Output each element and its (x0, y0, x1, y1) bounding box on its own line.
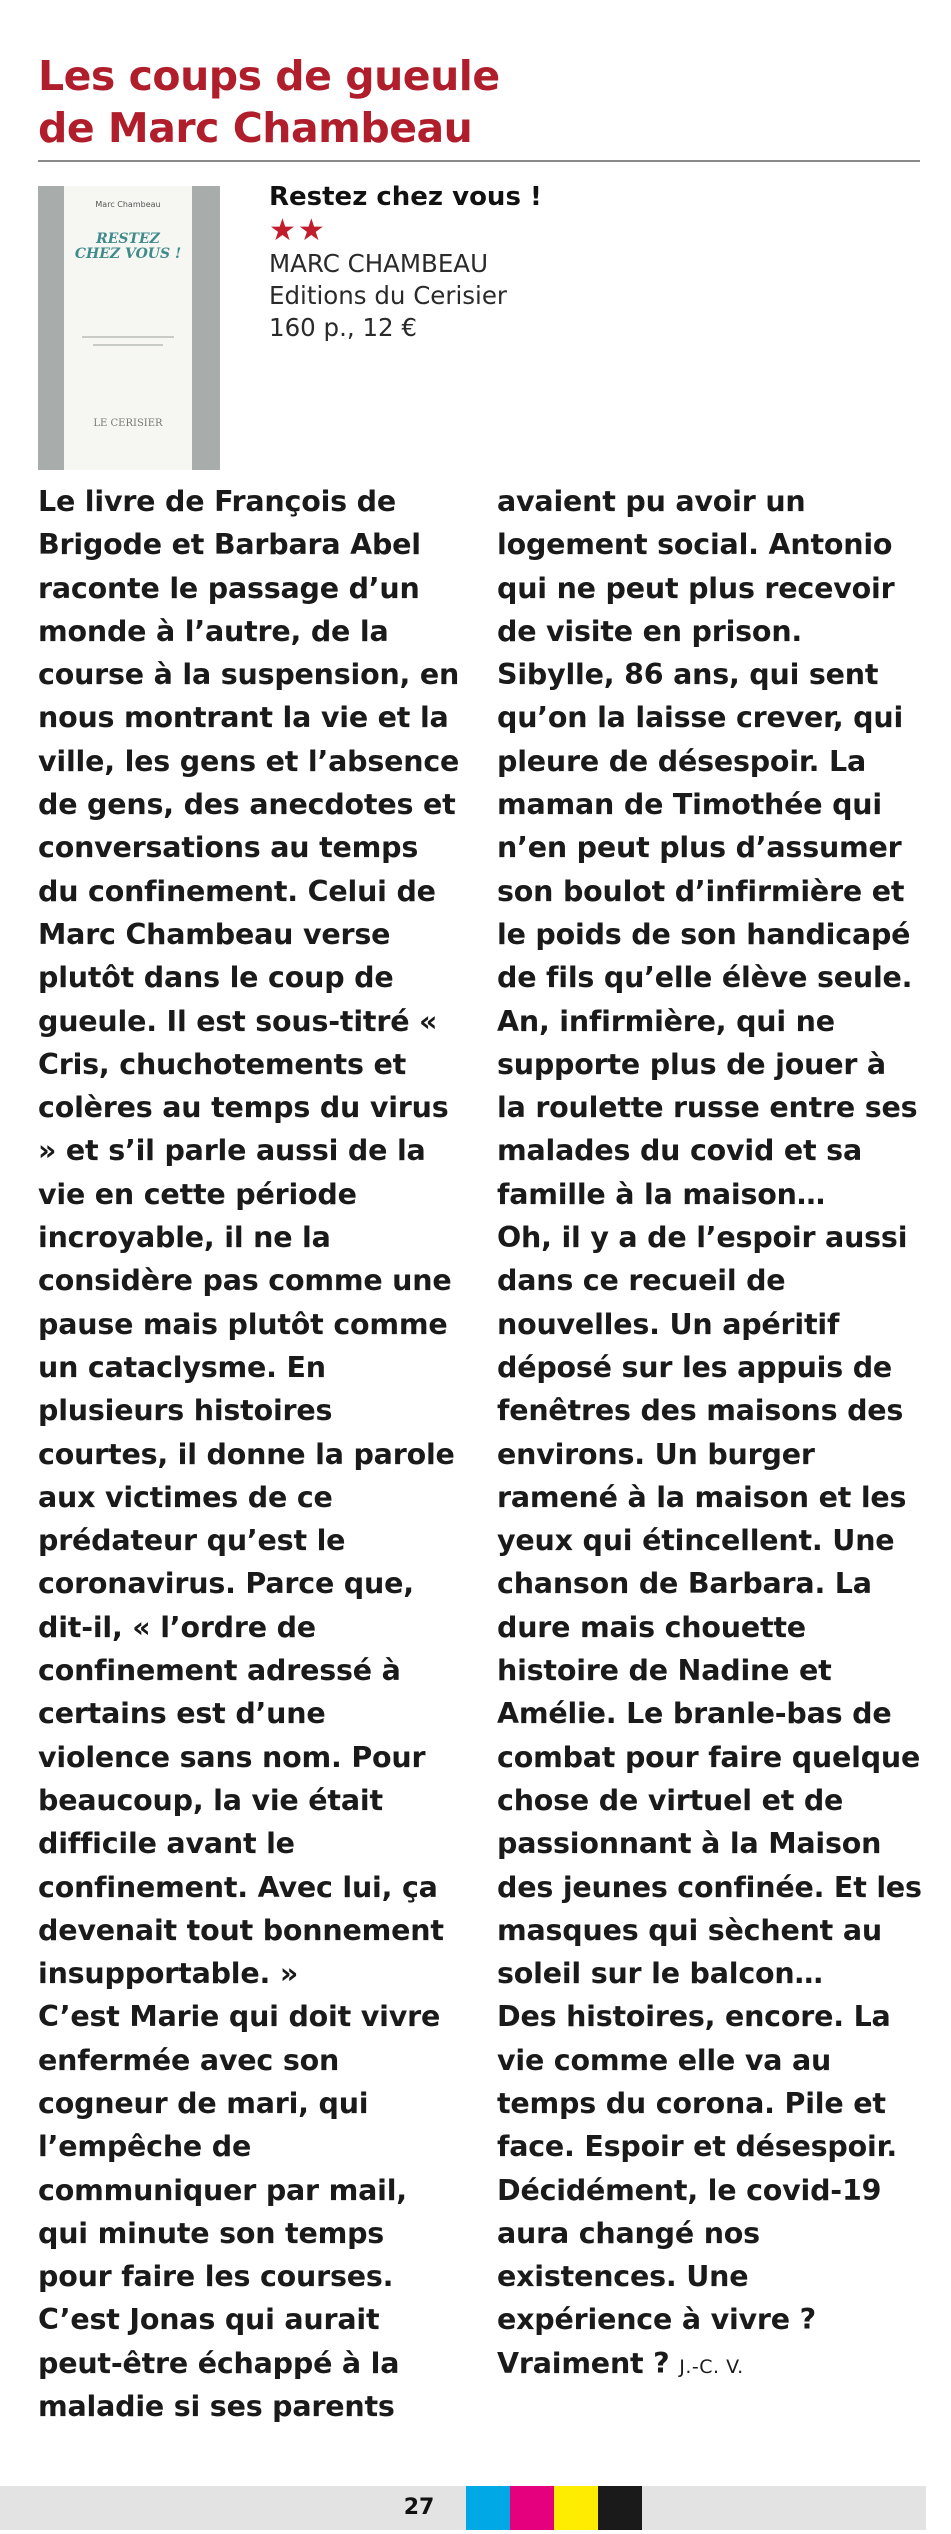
page-footer (0, 2486, 951, 2530)
book-author: MARC CHAMBEAU (269, 249, 489, 278)
rating-stars: ★★ (269, 214, 327, 247)
body-paragraph: Le livre de François de Brigode et Barbara Abel raconte le passage d’un monde à l’autre, de la course à la suspension, en nous montrant la vie et la ville, les gens et l’absence de gens, des anecdotes et conversations au temps du confinement. Celui de Marc Chambeau verse plutôt dans le coup de gueule. Il est sous-titré « Cris, chuchotements et colères au temps du virus » et s’il parle aussi de la vie en cette période incroyable, il ne la considère pas comme une pause mais plutôt comme un cataclysme. En plusieurs histoires courtes, il donne la parole aux victimes de ce prédateur qu’est le coronavirus. Parce que, dit-il, « l’ordre de confinement adressé à certains est d’une violence sans nom. Pour beaucoup, la vie était difficile avant le confinement. Avec lui, ça devenait tout bonnement insupportable. » (38, 485, 460, 1991)
body-paragraph-text: Des histoires, encore. La vie comme elle va au temps du corona. Pile et face. Espoir et désespoir. Décidément, le covid-19 aura changé nos existences. Une expérience à vivre ? Vraiment ? (497, 2000, 897, 2380)
color-swatch-magenta (510, 2486, 554, 2530)
article-title-line2: de Marc Chambeau (38, 104, 473, 152)
article-body (38, 480, 922, 2460)
body-paragraph: Oh, il y a de l’espoir aussi dans ce recueil de nouvelles. Un apéritif déposé sur les appuis de fenêtres des maisons des environs. Un burger ramené à la maison et les yeux qui étincellent. Une chanson de Barbara. La dure mais chouette histoire de Nadine et Amélie. Le branle-bas de combat pour faire quelque chose de virtuel et de passionnant à la Maison des jeunes confinée. Et les masques qui sèchent au soleil sur le balcon… (497, 1221, 922, 1991)
footer-bar-left (0, 2486, 372, 2530)
cover-decoration-line (93, 344, 163, 346)
book-info (269, 180, 869, 344)
cover-title-line1: RESTEZ (96, 231, 160, 247)
page-number: 27 (372, 2486, 466, 2530)
title-divider (38, 160, 920, 162)
cover-decoration-line (82, 336, 174, 338)
book-cover-page (64, 186, 192, 470)
footer-bar-right (642, 2486, 926, 2530)
book-details: 160 p., 12 € (269, 313, 418, 342)
body-paragraph-last (497, 1995, 922, 2389)
cover-publisher-logo: LE CERISIER (93, 418, 163, 429)
cover-author: Marc Chambeau (95, 200, 161, 209)
article-title (38, 50, 918, 154)
color-swatch-black (598, 2486, 642, 2530)
article-title-line1: Les coups de gueule (38, 52, 500, 100)
author-signature: J.-C. V. (679, 2355, 744, 2378)
cover-title-line2: CHEZ VOUS ! (74, 246, 182, 262)
book-title: Restez chez vous ! (269, 182, 542, 212)
body-paragraph: C’est Marie qui doit vivre enfermée avec son cogneur de mari, qui l’empêche de communiquer par mail, qui minute son temps pour faire les courses. C’est Jonas qui aurait peut-être échappé à la maladie si ses parents avaient pu avoir un logement social. Antonio qui ne peut plus recevoir de visite en prison. Sibylle, 86 ans, qui sent qu’on la laisse crever, qui pleure de désespoir. La maman de Timothée qui n’en peut plus d’assumer son boulot d’infirmière et le poids de son handicapé de fils qu’elle élève seule. An, infirmière, qui ne supporte plus de jouer à la roulette russe entre ses malades du covid et sa famille à la maison… (38, 485, 918, 2424)
color-swatch-cyan (466, 2486, 510, 2530)
color-swatch-yellow (554, 2486, 598, 2530)
book-publisher: Editions du Cerisier (269, 281, 507, 310)
cover-title (64, 232, 192, 262)
book-cover-image (38, 186, 220, 470)
